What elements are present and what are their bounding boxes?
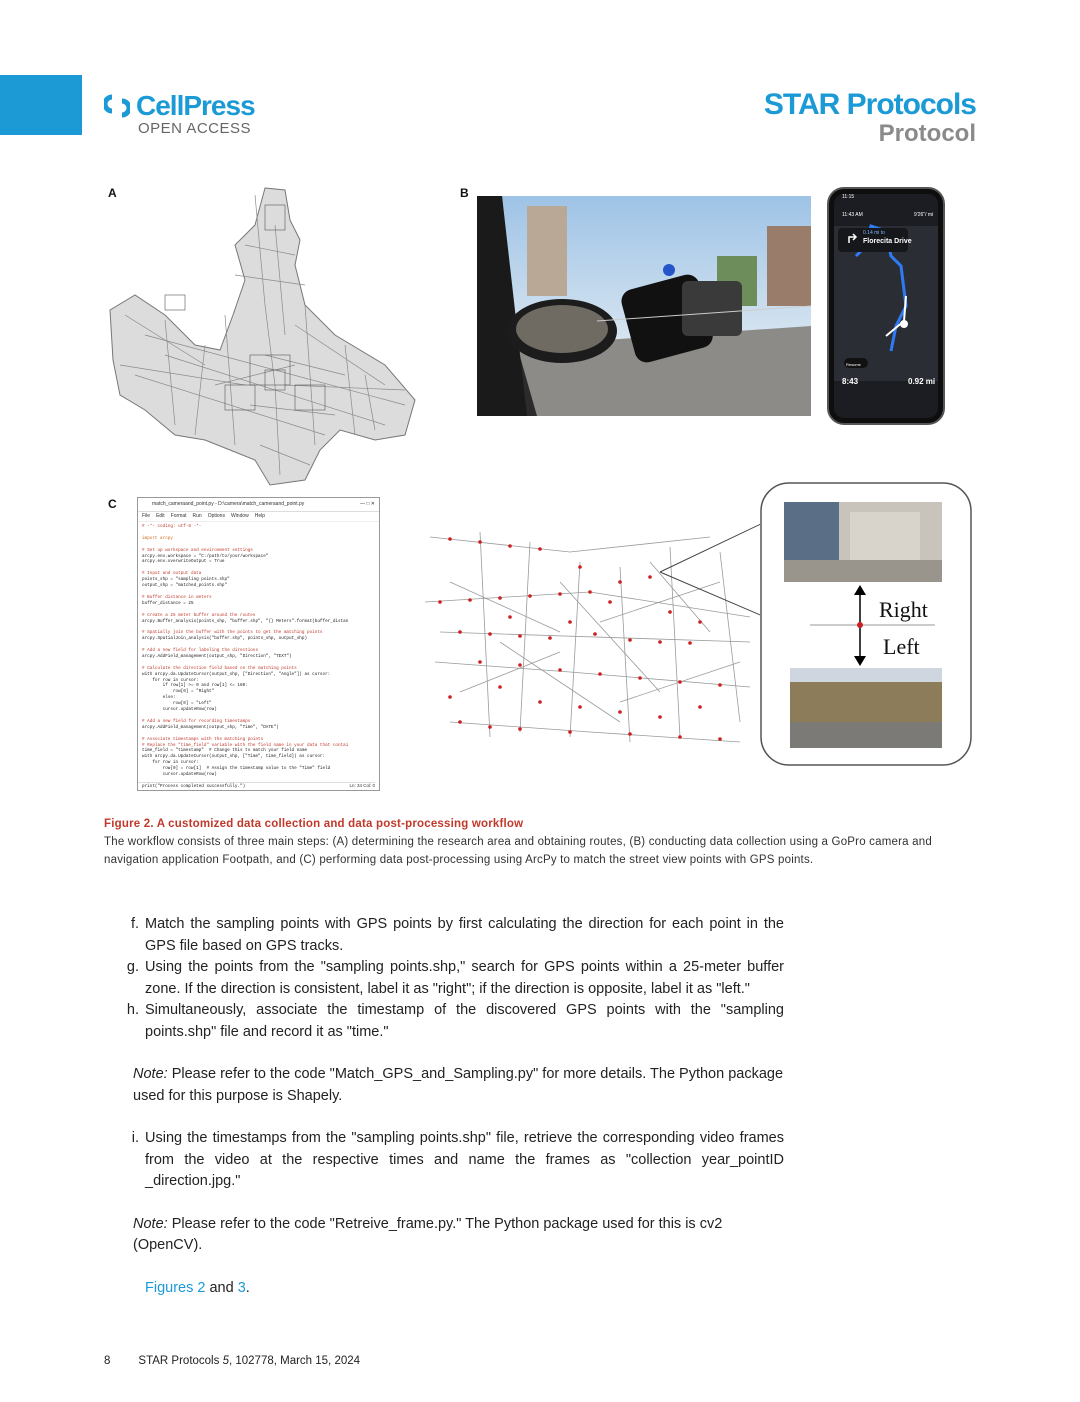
code-line: # Calculate the direction field based on the matching points bbox=[142, 665, 297, 671]
code-line: import arcpy bbox=[142, 535, 173, 541]
code-line: else: bbox=[142, 695, 176, 701]
page-footer bbox=[104, 1355, 360, 1367]
sampling-points bbox=[438, 537, 722, 741]
phone-bottom-distance: 0.92 mi bbox=[908, 377, 936, 386]
phone-speed: 9'26"/ mi bbox=[914, 212, 934, 218]
list-item-text: Using the points from the "sampling points.shp," search for GPS points within a 25-meter buffer zone. If the direction is consistent, label it as "right"; if the direction is opposite, label it as "left." bbox=[145, 959, 784, 997]
code-line: # Input and output data bbox=[142, 571, 202, 577]
note-label: Note: bbox=[133, 1066, 168, 1082]
panel-label-a: A bbox=[108, 186, 117, 200]
code-line: arcpy.AddField_management(output_shp, "Time", "DATE") bbox=[142, 724, 279, 730]
figure-caption-text: The workflow consists of three main steps: (A) determining the research area and obtaining routes, (B) conducting data collection using a GoPro camera and navigation application Footpath, and (C) performing data post-processing using ArcPy to match the street view points with GPS points. bbox=[104, 836, 932, 866]
code-window-menubar bbox=[138, 512, 379, 522]
list-item-marker: f. bbox=[130, 916, 139, 932]
code-menu-item[interactable]: Run bbox=[192, 513, 202, 519]
panel-label-b: B bbox=[460, 186, 469, 200]
phone-status-time: 11:15 bbox=[842, 194, 855, 200]
inset-right-label: Right bbox=[879, 597, 928, 622]
header-color-tab bbox=[0, 75, 82, 135]
list-item-marker: h. bbox=[126, 1002, 139, 1018]
code-line: # Set up workspace and environment settings bbox=[142, 547, 253, 553]
footer-citation-volume: 5 bbox=[222, 1355, 229, 1367]
code-menu-item[interactable]: Edit bbox=[156, 513, 165, 519]
open-access-label: OPEN ACCESS bbox=[138, 120, 252, 137]
code-menu-item[interactable]: Format bbox=[170, 513, 187, 519]
note-match-gps bbox=[104, 1064, 784, 1107]
code-line: # Replace the "time_field" variable with the field name in your data that contai bbox=[142, 742, 349, 748]
figure-reference-end: . bbox=[245, 1279, 250, 1296]
footer-citation-journal: STAR Protocols bbox=[138, 1355, 223, 1367]
code-line: for row in cursor: bbox=[142, 677, 199, 683]
code-line: row[0] = "Left" bbox=[142, 701, 212, 707]
figure-reference bbox=[104, 1278, 784, 1300]
code-line: points_shp = "sampling points.shp" bbox=[142, 577, 230, 583]
direction-inset-panel bbox=[760, 482, 972, 766]
code-line: time_field = "timestamp" # Change this to match your field name bbox=[142, 748, 308, 754]
code-line: arcpy.Buffer_analysis(points_shp, "buffer.shp", "{} Meters".format(buffer_distan bbox=[142, 618, 349, 624]
journal-header bbox=[764, 88, 976, 148]
code-line: arcpy.env.overwriteOutput = True bbox=[142, 559, 225, 565]
code-line: row[0] = row[1] # Assign the timestamp value to the "Time" field bbox=[142, 766, 331, 772]
figure-caption-title: Figure 2. A customized data collection and data post-processing workflow bbox=[104, 818, 524, 830]
code-window-title: match_cameraand_point.py - D:\camera\match_cameraand_point.py bbox=[152, 501, 305, 507]
note-text: Please refer to the code "Retreive_frame.py." The Python package used for this is cv2 (OpenCV). bbox=[133, 1215, 723, 1253]
code-line: arcpy.SpatialJoin_analysis("buffer.shp", points_shp, output_shp) bbox=[142, 636, 308, 642]
panel-label-c: C bbox=[108, 497, 117, 511]
phone-street-name: Florecita Drive bbox=[863, 238, 912, 245]
list-item bbox=[104, 957, 784, 1000]
phone-resume-button: Resume bbox=[846, 362, 861, 367]
list-item bbox=[104, 1000, 784, 1043]
code-line: for row in cursor: bbox=[142, 760, 199, 766]
code-line: arcpy.AddField_management(output_shp, "Direction", "TEXT") bbox=[142, 653, 292, 659]
list-item-marker: i. bbox=[131, 1130, 139, 1146]
article-type: Protocol bbox=[878, 120, 976, 147]
phone-bottom-time: 8:43 bbox=[842, 377, 859, 386]
figure-3-link[interactable]: 3 bbox=[237, 1279, 246, 1296]
page-number: 8 bbox=[104, 1355, 111, 1367]
code-line: with arcpy.da.UpdateCursor(output_shp, ["Time", time_field]) as cursor: bbox=[142, 754, 326, 760]
code-line: row[0] = "Right" bbox=[142, 689, 215, 695]
code-line: with arcpy.da.UpdateCursor(output_shp, ["Direction", "Angle"]) as cursor: bbox=[142, 671, 331, 677]
list-item-text: Simultaneously, associate the timestamp of the discovered GPS points with the "sampling points.shp" file and record it as "time." bbox=[145, 1002, 784, 1040]
code-line: output_shp = "matched_points.shp" bbox=[142, 583, 228, 589]
code-line: # Spatially join the buffer with the points to get the matching points bbox=[142, 630, 323, 636]
window-controls-icon: — □ ✕ bbox=[360, 501, 375, 507]
research-area-road-map bbox=[105, 185, 420, 490]
body-text bbox=[104, 914, 784, 1299]
note-text: Please refer to the code "Match_GPS_and_Sampling.py" for more details. The Python package used for this purpose is Shapely. bbox=[133, 1066, 784, 1104]
list-item bbox=[104, 914, 784, 957]
code-menu-item[interactable]: Help bbox=[254, 513, 266, 519]
code-status-bar: Ln: 34 Col: 0 bbox=[137, 782, 375, 788]
inset-pointer-lines bbox=[660, 522, 760, 617]
figure-reference-and: and bbox=[205, 1279, 238, 1296]
code-menu-item[interactable]: Window bbox=[230, 513, 249, 519]
code-menu-item[interactable]: File bbox=[142, 513, 151, 519]
map-region-outline bbox=[110, 188, 415, 485]
list-item-text: Using the timestamps from the "sampling points.shp" file, retrieve the corresponding video frames from the video at the respective times and name the frames as "collection year_pointID _direction.jpg." bbox=[145, 1130, 784, 1189]
code-line: # -*- coding: utf-8 -*- bbox=[142, 524, 202, 529]
code-body bbox=[138, 522, 379, 791]
car-gopro-photo bbox=[477, 196, 811, 416]
code-line: print("Process completed successfully.") bbox=[142, 783, 246, 789]
code-line: cursor.updateRow(row) bbox=[142, 707, 217, 713]
footer-citation-details: , 102778, March 15, 2024 bbox=[228, 1355, 361, 1367]
code-line: # Create a 25 meter buffer around the routes bbox=[142, 612, 256, 618]
code-line: # Add a new field for recording timestamps bbox=[142, 718, 251, 724]
note-retrieve-frame bbox=[104, 1214, 784, 1257]
figure-2-link[interactable]: Figures 2 bbox=[145, 1279, 206, 1296]
journal-name: STAR Protocols bbox=[763, 88, 976, 121]
code-menu-item[interactable]: Options bbox=[207, 513, 225, 519]
matched-points-map bbox=[420, 522, 760, 744]
navigation-phone bbox=[826, 186, 946, 426]
code-line: # Add a new field for labeling the directions bbox=[142, 648, 259, 654]
inset-left-label: Left bbox=[883, 634, 920, 659]
publisher-name: CellPress bbox=[136, 90, 255, 121]
cellpress-logo bbox=[104, 90, 255, 137]
figure-caption bbox=[104, 815, 984, 869]
matched-map-roads bbox=[425, 532, 750, 742]
phone-nav-distance: 0.14 mi to bbox=[863, 230, 885, 236]
list-item-marker: g. bbox=[126, 959, 139, 975]
note-label: Note: bbox=[133, 1215, 168, 1232]
code-line: if row[1] >= 0 and row[1] <= 180: bbox=[142, 683, 248, 689]
list-item bbox=[104, 1128, 784, 1193]
code-line: buffer_distance = 25 bbox=[142, 600, 194, 606]
code-editor-window bbox=[137, 497, 380, 791]
list-item-text: Match the sampling points with GPS points by first calculating the direction for each point in the GPS file based on GPS tracks. bbox=[145, 916, 784, 954]
code-line: # Associate timestamps with the matching points bbox=[142, 736, 264, 742]
code-line: cursor.updateRow(row) bbox=[142, 772, 217, 778]
turn-right-icon bbox=[846, 232, 858, 244]
code-window-titlebar bbox=[138, 498, 379, 512]
cellpress-logo-icon bbox=[104, 93, 130, 119]
code-line: # Buffer distance in meters bbox=[142, 594, 212, 600]
code-line: arcpy.env.workspace = "C:/path/to/your/workspace" bbox=[142, 553, 269, 559]
phone-nav-time: 11:43 AM bbox=[842, 212, 863, 218]
